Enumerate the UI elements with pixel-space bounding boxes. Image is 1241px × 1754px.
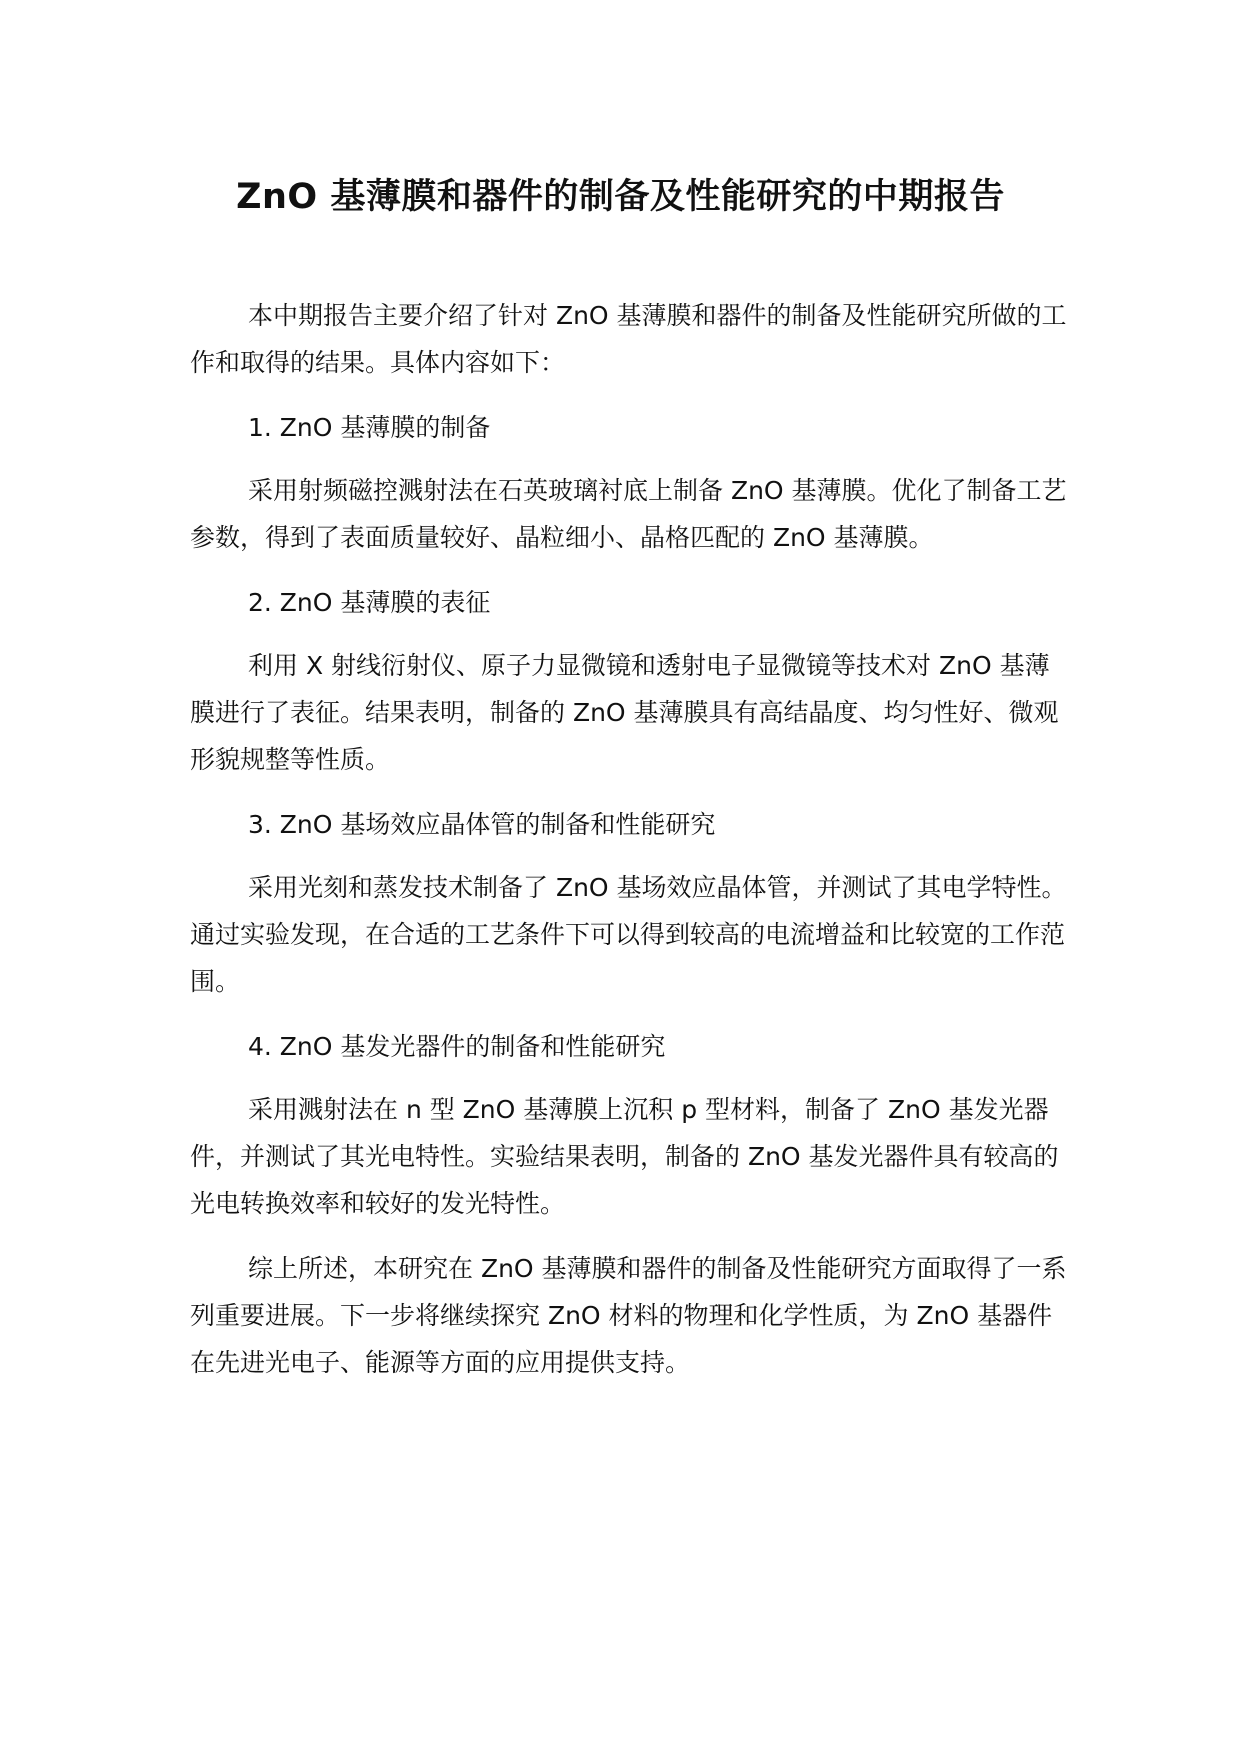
section-2-heading: 2. ZnO 基薄膜的表征 [248, 588, 491, 617]
section-1-paragraph: 采用射频磁控溅射法在石英玻璃衬底上制备 ZnO 基薄膜。优化了制备工艺参数，得到了表面质量较好、晶粒细小、晶格匹配的 ZnO 基薄膜。 [190, 476, 1067, 552]
document-body [190, 292, 1070, 1404]
conclusion-paragraph: 综上所述，本研究在 ZnO 基薄膜和器件的制备及性能研究方面取得了一系列重要进展。下一步将继续探究 ZnO 材料的物理和化学性质，为 ZnO 基器件在先进光电子、能源等方面的应用提供支持。 [190, 1254, 1067, 1377]
section-2-paragraph: 利用 X 射线衍射仪、原子力显微镜和透射电子显微镜等技术对 ZnO 基薄膜进行了表征。结果表明，制备的 ZnO 基薄膜具有高结晶度、均匀性好、微观形貌规整等性质。 [190, 651, 1059, 774]
intro-paragraph: 本中期报告主要介绍了针对 ZnO 基薄膜和器件的制备及性能研究所做的工作和取得的结果。具体内容如下： [190, 301, 1067, 377]
section-4-paragraph: 采用溅射法在 n 型 ZnO 基薄膜上沉积 p 型材料，制备了 ZnO 基发光器件，并测试了其光电特性。实验结果表明，制备的 ZnO 基发光器件具有较高的光电转换效率和较好的发光特性。 [190, 1095, 1059, 1218]
section-3-heading: 3. ZnO 基场效应晶体管的制备和性能研究 [248, 810, 716, 839]
section-3-paragraph: 采用光刻和蒸发技术制备了 ZnO 基场效应晶体管，并测试了其电学特性。通过实验发现，在合适的工艺条件下可以得到较高的电流增益和比较宽的工作范围。 [190, 873, 1067, 996]
document-title: ZnO 基薄膜和器件的制备及性能研究的中期报告 [236, 177, 1005, 217]
section-1-heading: 1. ZnO 基薄膜的制备 [248, 413, 491, 442]
section-4-heading: 4. ZnO 基发光器件的制备和性能研究 [248, 1032, 666, 1061]
